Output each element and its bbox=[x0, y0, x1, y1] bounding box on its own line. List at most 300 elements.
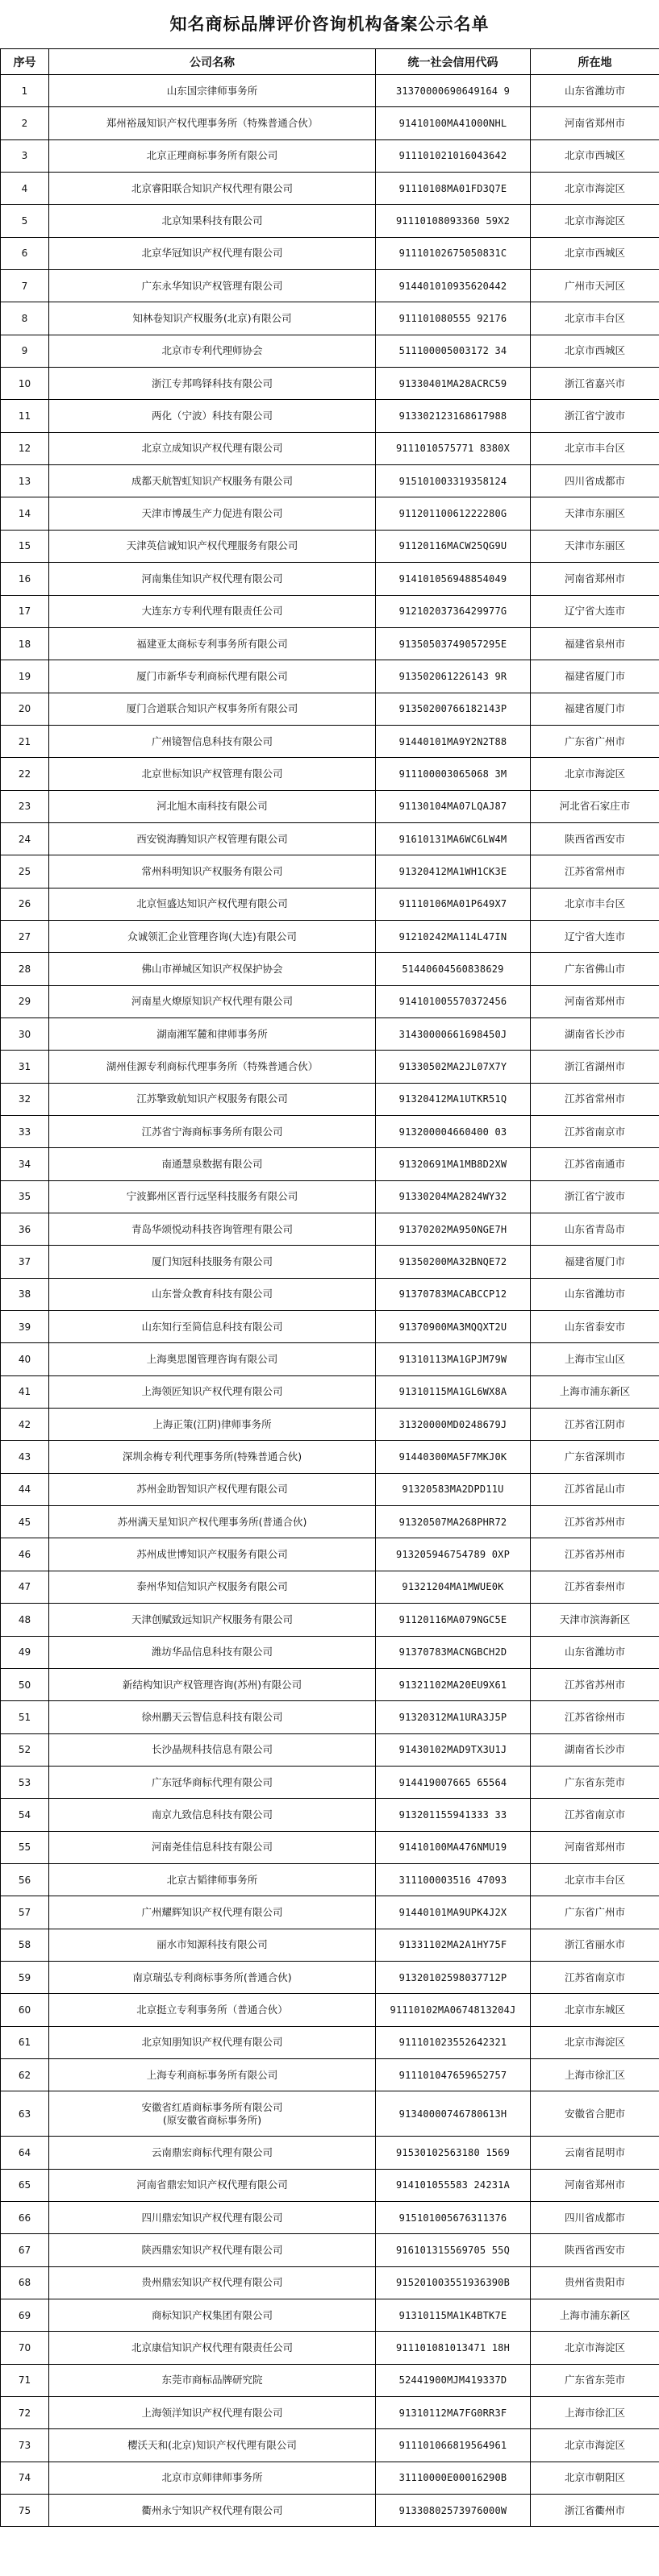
credit-code: 91330401MA28ACRC59 bbox=[376, 368, 531, 400]
location: 山东省潍坊市 bbox=[531, 75, 659, 107]
location: 北京市海淀区 bbox=[531, 758, 659, 790]
row-number: 48 bbox=[1, 1604, 49, 1636]
row-number: 27 bbox=[1, 920, 49, 952]
location: 福建省泉州市 bbox=[531, 627, 659, 660]
table-row bbox=[1, 985, 659, 1017]
credit-code: 911101021016043642 bbox=[376, 139, 531, 172]
location: 北京市海淀区 bbox=[531, 205, 659, 237]
row-number: 49 bbox=[1, 1636, 49, 1668]
row-number: 36 bbox=[1, 1213, 49, 1246]
table-body bbox=[1, 75, 659, 2527]
location: 北京市丰台区 bbox=[531, 302, 659, 335]
table-row bbox=[1, 432, 659, 464]
row-number: 62 bbox=[1, 2058, 49, 2091]
location: 河北省石家庄市 bbox=[531, 790, 659, 822]
location: 山东省泰安市 bbox=[531, 1311, 659, 1343]
location: 广东省东莞市 bbox=[531, 1766, 659, 1798]
company-name: 徐州鹏天云智信息科技有限公司 bbox=[49, 1701, 376, 1733]
company-name: 山东国宗律师事务所 bbox=[49, 75, 376, 107]
row-number: 20 bbox=[1, 693, 49, 725]
table-row bbox=[1, 2397, 659, 2429]
credit-code: 91310115MA1K4BTK7E bbox=[376, 2299, 531, 2332]
table-row bbox=[1, 1116, 659, 1148]
location: 广东省东莞市 bbox=[531, 2364, 659, 2396]
credit-code: 91320102598037712P bbox=[376, 1961, 531, 1993]
row-number: 33 bbox=[1, 1116, 49, 1148]
credit-code: 91310113MA1GPJM79W bbox=[376, 1343, 531, 1375]
credit-code: 52441900MJM419337D bbox=[376, 2364, 531, 2396]
location: 天津市东丽区 bbox=[531, 530, 659, 562]
company-name: 北京正理商标事务所有限公司 bbox=[49, 139, 376, 172]
row-number: 28 bbox=[1, 953, 49, 985]
location: 江苏省苏州市 bbox=[531, 1506, 659, 1538]
company-name: 宁波鄞州区晋行远坚科技服务有限公司 bbox=[49, 1180, 376, 1213]
credit-code: 91331102MA2A1HY75F bbox=[376, 1929, 531, 1961]
company-name: 河南省鼎宏知识产权代理有限公司 bbox=[49, 2169, 376, 2201]
row-number: 60 bbox=[1, 1994, 49, 2026]
row-number: 34 bbox=[1, 1148, 49, 1180]
location: 河南省郑州市 bbox=[531, 985, 659, 1017]
table-row bbox=[1, 335, 659, 367]
table-row bbox=[1, 400, 659, 432]
location: 江苏省常州市 bbox=[531, 1083, 659, 1115]
company-name: 郑州裕晟知识产权代理事务所（特殊普通合伙） bbox=[49, 107, 376, 139]
company-name: 厦门市新华专利商标代理有限公司 bbox=[49, 660, 376, 693]
table-row bbox=[1, 1506, 659, 1538]
table-row bbox=[1, 888, 659, 920]
credit-code: 911100003065068 3M bbox=[376, 758, 531, 790]
row-number: 54 bbox=[1, 1799, 49, 1831]
table-row bbox=[1, 822, 659, 855]
company-name: 西安锐海腾知识产权管理有限公司 bbox=[49, 822, 376, 855]
company-name: 潍坊华品信息科技有限公司 bbox=[49, 1636, 376, 1668]
location: 辽宁省大连市 bbox=[531, 595, 659, 627]
location: 浙江省宁波市 bbox=[531, 1180, 659, 1213]
credit-code: 915101005676311376 bbox=[376, 2202, 531, 2234]
company-name: 上海奥思图管理咨询有限公司 bbox=[49, 1343, 376, 1375]
row-number: 55 bbox=[1, 1831, 49, 1863]
location: 福建省厦门市 bbox=[531, 1246, 659, 1278]
table-row bbox=[1, 1180, 659, 1213]
location: 浙江省衢州市 bbox=[531, 2495, 659, 2527]
company-name: 众诚领汇企业管理咨询(大连)有限公司 bbox=[49, 920, 376, 952]
row-number: 30 bbox=[1, 1017, 49, 1050]
table-row bbox=[1, 2462, 659, 2494]
company-name: 东莞市商标品牌研究院 bbox=[49, 2364, 376, 2396]
credit-code: 91320583MA2DPD11U bbox=[376, 1473, 531, 1505]
credit-code: 916101315569705 55Q bbox=[376, 2234, 531, 2266]
row-number: 56 bbox=[1, 1863, 49, 1896]
table-row bbox=[1, 1017, 659, 1050]
table-row bbox=[1, 1311, 659, 1343]
credit-code: 915101003319358124 bbox=[376, 465, 531, 497]
credit-code: 91330204MA2824WY32 bbox=[376, 1180, 531, 1213]
row-number: 3 bbox=[1, 139, 49, 172]
credit-code: 91410100MA41000NHL bbox=[376, 107, 531, 139]
row-number: 74 bbox=[1, 2462, 49, 2494]
row-number: 39 bbox=[1, 1311, 49, 1343]
row-number: 40 bbox=[1, 1343, 49, 1375]
credit-code: 914101055583 24231A bbox=[376, 2169, 531, 2201]
credit-code: 91330802573976000W bbox=[376, 2495, 531, 2527]
table-row bbox=[1, 1929, 659, 1961]
table-row bbox=[1, 2137, 659, 2169]
company-name: 两化（宁波）科技有限公司 bbox=[49, 400, 376, 432]
table-row bbox=[1, 1636, 659, 1668]
credit-code: 91320412MA1WH1CK3E bbox=[376, 855, 531, 888]
credit-code: 511100005003172 34 bbox=[376, 335, 531, 367]
row-number: 46 bbox=[1, 1538, 49, 1571]
row-number: 68 bbox=[1, 2266, 49, 2299]
table-row bbox=[1, 1961, 659, 1993]
row-number: 42 bbox=[1, 1409, 49, 1441]
table-row bbox=[1, 2495, 659, 2527]
table-row bbox=[1, 2364, 659, 2396]
company-name: 河南尧佳信息科技有限公司 bbox=[49, 1831, 376, 1863]
row-number: 53 bbox=[1, 1766, 49, 1798]
credit-code: 913200004660400 03 bbox=[376, 1116, 531, 1148]
company-name: 河南星火燎原知识产权代理有限公司 bbox=[49, 985, 376, 1017]
credit-code: 91350200766182143P bbox=[376, 693, 531, 725]
table-row bbox=[1, 1148, 659, 1180]
company-name: 北京市京师律师事务所 bbox=[49, 2462, 376, 2494]
location: 河南省郑州市 bbox=[531, 107, 659, 139]
company-name: 上海正策(江阴)律师事务所 bbox=[49, 1409, 376, 1441]
credit-code: 91110102675050831C bbox=[376, 237, 531, 269]
row-number: 8 bbox=[1, 302, 49, 335]
location: 云南省昆明市 bbox=[531, 2137, 659, 2169]
location: 江苏省南京市 bbox=[531, 1961, 659, 1993]
table-row bbox=[1, 1863, 659, 1896]
credit-code: 913302123168617988 bbox=[376, 400, 531, 432]
company-name: 新结构知识产权管理咨询(苏州)有限公司 bbox=[49, 1668, 376, 1700]
company-name: 丽水市知源科技有限公司 bbox=[49, 1929, 376, 1961]
row-number: 41 bbox=[1, 1375, 49, 1408]
row-number: 26 bbox=[1, 888, 49, 920]
table-row bbox=[1, 627, 659, 660]
location: 北京市西城区 bbox=[531, 139, 659, 172]
location: 天津市东丽区 bbox=[531, 497, 659, 530]
location: 浙江省湖州市 bbox=[531, 1051, 659, 1083]
credit-code: 914101056948854049 bbox=[376, 563, 531, 595]
location: 北京市海淀区 bbox=[531, 173, 659, 205]
location: 广东省广州市 bbox=[531, 725, 659, 757]
table-row bbox=[1, 1994, 659, 2026]
company-name: 长沙晶规科技信息有限公司 bbox=[49, 1733, 376, 1766]
table-row bbox=[1, 302, 659, 335]
table-row bbox=[1, 2169, 659, 2201]
location: 陕西省西安市 bbox=[531, 2234, 659, 2266]
registry-table bbox=[0, 48, 659, 2527]
row-number: 63 bbox=[1, 2091, 49, 2137]
table-row bbox=[1, 1246, 659, 1278]
location: 江苏省南京市 bbox=[531, 1799, 659, 1831]
row-number: 45 bbox=[1, 1506, 49, 1538]
table-row bbox=[1, 1473, 659, 1505]
location: 安徽省合肥市 bbox=[531, 2091, 659, 2137]
row-number: 43 bbox=[1, 1441, 49, 1473]
credit-code: 914401010935620442 bbox=[376, 270, 531, 302]
company-name: 广州耀辉知识产权代理有限公司 bbox=[49, 1896, 376, 1929]
company-name: 南通慧泉数据有限公司 bbox=[49, 1148, 376, 1180]
table-row bbox=[1, 107, 659, 139]
credit-code: 91110106MA01P649X7 bbox=[376, 888, 531, 920]
company-name: 厦门合道联合知识产权事务所有限公司 bbox=[49, 693, 376, 725]
credit-code: 911101023552642321 bbox=[376, 2026, 531, 2058]
company-name: 福建亚太商标专利事务所有限公司 bbox=[49, 627, 376, 660]
location: 广东省深圳市 bbox=[531, 1441, 659, 1473]
row-number: 44 bbox=[1, 1473, 49, 1505]
row-number: 51 bbox=[1, 1701, 49, 1733]
table-header-row bbox=[1, 49, 659, 75]
credit-code: 91210203736429977G bbox=[376, 595, 531, 627]
credit-code: 91120116MA079NGC5E bbox=[376, 1604, 531, 1636]
row-number: 47 bbox=[1, 1571, 49, 1603]
row-number: 29 bbox=[1, 985, 49, 1017]
table-row bbox=[1, 2091, 659, 2137]
company-name: 上海领匠知识产权代理有限公司 bbox=[49, 1375, 376, 1408]
location: 河南省郑州市 bbox=[531, 2169, 659, 2201]
location: 湖南省长沙市 bbox=[531, 1733, 659, 1766]
location: 江苏省昆山市 bbox=[531, 1473, 659, 1505]
company-name: 上海领洋知识产权代理有限公司 bbox=[49, 2397, 376, 2429]
company-name: 江苏省宁海商标事务所有限公司 bbox=[49, 1116, 376, 1148]
company-name: 厦门知冠科技服务有限公司 bbox=[49, 1246, 376, 1278]
credit-code: 911101047659652757 bbox=[376, 2058, 531, 2091]
location: 上海市浦东新区 bbox=[531, 2299, 659, 2332]
row-number: 6 bbox=[1, 237, 49, 269]
location: 北京市西城区 bbox=[531, 335, 659, 367]
location: 上海市宝山区 bbox=[531, 1343, 659, 1375]
table-row bbox=[1, 2266, 659, 2299]
credit-code: 91320507MA268PHR72 bbox=[376, 1506, 531, 1538]
credit-code: 913502061226143 9R bbox=[376, 660, 531, 693]
table-row bbox=[1, 75, 659, 107]
location: 湖南省长沙市 bbox=[531, 1017, 659, 1050]
table-row bbox=[1, 1766, 659, 1798]
company-name: 北京世标知识产权管理有限公司 bbox=[49, 758, 376, 790]
company-name: 衢州永宁知识产权代理有限公司 bbox=[49, 2495, 376, 2527]
row-number: 71 bbox=[1, 2364, 49, 2396]
credit-code: 91110108093360 59X2 bbox=[376, 205, 531, 237]
credit-code: 91110108MA01FD3Q7E bbox=[376, 173, 531, 205]
company-name: 商标知识产权集团有限公司 bbox=[49, 2299, 376, 2332]
header-location: 所在地 bbox=[531, 49, 659, 75]
row-number: 59 bbox=[1, 1961, 49, 1993]
table-row bbox=[1, 2058, 659, 2091]
company-name: 北京康信知识产权代理有限责任公司 bbox=[49, 2332, 376, 2364]
company-name: 樱沃天和(北京)知识产权代理有限公司 bbox=[49, 2429, 376, 2462]
table-row bbox=[1, 2299, 659, 2332]
credit-code: 91210242MA114L47IN bbox=[376, 920, 531, 952]
company-name: 河南集佳知识产权代理有限公司 bbox=[49, 563, 376, 595]
company-name: 苏州成世博知识产权服务有限公司 bbox=[49, 1538, 376, 1571]
company-name: 湖州佳源专利商标代理事务所（特殊普通合伙） bbox=[49, 1051, 376, 1083]
company-name: 常州科明知识产权服务有限公司 bbox=[49, 855, 376, 888]
credit-code: 91120110061222280G bbox=[376, 497, 531, 530]
table-row bbox=[1, 1441, 659, 1473]
location: 浙江省宁波市 bbox=[531, 400, 659, 432]
table-row bbox=[1, 368, 659, 400]
company-name: 山东知行至简信息科技有限公司 bbox=[49, 1311, 376, 1343]
location: 上海市浦东新区 bbox=[531, 1375, 659, 1408]
location: 上海市徐汇区 bbox=[531, 2058, 659, 2091]
location: 北京市海淀区 bbox=[531, 2332, 659, 2364]
row-number: 23 bbox=[1, 790, 49, 822]
credit-code: 31320000MD0248679J bbox=[376, 1409, 531, 1441]
location: 四川省成都市 bbox=[531, 465, 659, 497]
location: 广东省佛山市 bbox=[531, 953, 659, 985]
company-name: 北京市专利代理师协会 bbox=[49, 335, 376, 367]
credit-code: 915201003551936390B bbox=[376, 2266, 531, 2299]
table-row bbox=[1, 1733, 659, 1766]
location: 天津市滨海新区 bbox=[531, 1604, 659, 1636]
table-row bbox=[1, 2202, 659, 2234]
row-number: 15 bbox=[1, 530, 49, 562]
table-row bbox=[1, 530, 659, 562]
row-number: 9 bbox=[1, 335, 49, 367]
table-row bbox=[1, 2026, 659, 2058]
page-title: 知名商标品牌评价咨询机构备案公示名单 bbox=[169, 14, 490, 34]
company-name: 广东永华知识产权管理有限公司 bbox=[49, 270, 376, 302]
company-name: 安徽省红盾商标事务所有限公司 (原安徽省商标事务所) bbox=[49, 2091, 376, 2137]
credit-code: 91530102563180 1569 bbox=[376, 2137, 531, 2169]
row-number: 31 bbox=[1, 1051, 49, 1083]
table-row bbox=[1, 270, 659, 302]
company-name: 北京恒盛达知识产权代理有限公司 bbox=[49, 888, 376, 920]
row-number: 70 bbox=[1, 2332, 49, 2364]
table-row bbox=[1, 139, 659, 172]
table-row bbox=[1, 1668, 659, 1700]
location: 北京市丰台区 bbox=[531, 432, 659, 464]
row-number: 75 bbox=[1, 2495, 49, 2527]
credit-code: 911101066819564961 bbox=[376, 2429, 531, 2462]
credit-code: 91310115MA1GL6WX8A bbox=[376, 1375, 531, 1408]
credit-code: 91320691MA1MB8D2XW bbox=[376, 1148, 531, 1180]
location: 山东省青岛市 bbox=[531, 1213, 659, 1246]
company-name: 北京知果科技有限公司 bbox=[49, 205, 376, 237]
row-number: 69 bbox=[1, 2299, 49, 2332]
company-name: 南京瑞弘专利商标事务所(普通合伙) bbox=[49, 1961, 376, 1993]
table-row bbox=[1, 1831, 659, 1863]
credit-code: 91110102MA0674813204J bbox=[376, 1994, 531, 2026]
company-name: 陕西鼎宏知识产权代理有限公司 bbox=[49, 2234, 376, 2266]
company-name: 苏州金助智知识产权代理有限公司 bbox=[49, 1473, 376, 1505]
location: 北京市丰台区 bbox=[531, 1863, 659, 1896]
table-row bbox=[1, 497, 659, 530]
table-row bbox=[1, 1538, 659, 1571]
table-row bbox=[1, 1701, 659, 1733]
table-row bbox=[1, 1278, 659, 1310]
row-number: 18 bbox=[1, 627, 49, 660]
credit-code: 91610131MA6WC6LW4M bbox=[376, 822, 531, 855]
row-number: 13 bbox=[1, 465, 49, 497]
location: 江苏省江阴市 bbox=[531, 1409, 659, 1441]
table-row bbox=[1, 173, 659, 205]
header-credit-code: 统一社会信用代码 bbox=[376, 49, 531, 75]
company-name: 北京挺立专利事务所（普通合伙） bbox=[49, 1994, 376, 2026]
table-row bbox=[1, 790, 659, 822]
row-number: 58 bbox=[1, 1929, 49, 1961]
row-number: 72 bbox=[1, 2397, 49, 2429]
location: 四川省成都市 bbox=[531, 2202, 659, 2234]
row-number: 4 bbox=[1, 173, 49, 205]
credit-code: 91350200MA32BNQE72 bbox=[376, 1246, 531, 1278]
credit-code: 91370900MA3MQQXT2U bbox=[376, 1311, 531, 1343]
company-name: 河北旭木南科技有限公司 bbox=[49, 790, 376, 822]
table-row bbox=[1, 953, 659, 985]
location: 江苏省常州市 bbox=[531, 855, 659, 888]
row-number: 22 bbox=[1, 758, 49, 790]
company-name: 山东誉众教育科技有限公司 bbox=[49, 1278, 376, 1310]
company-name: 天津市博晟生产力促进有限公司 bbox=[49, 497, 376, 530]
row-number: 1 bbox=[1, 75, 49, 107]
location: 浙江省嘉兴市 bbox=[531, 368, 659, 400]
location: 福建省厦门市 bbox=[531, 693, 659, 725]
credit-code: 91320412MA1UTKR51Q bbox=[376, 1083, 531, 1115]
location: 上海市徐汇区 bbox=[531, 2397, 659, 2429]
credit-code: 91440300MA5F7MKJ0K bbox=[376, 1441, 531, 1473]
table-row bbox=[1, 1343, 659, 1375]
credit-code: 91440101MA9UPK4J2X bbox=[376, 1896, 531, 1929]
row-number: 66 bbox=[1, 2202, 49, 2234]
row-number: 19 bbox=[1, 660, 49, 693]
row-number: 12 bbox=[1, 432, 49, 464]
row-number: 21 bbox=[1, 725, 49, 757]
table-row bbox=[1, 1375, 659, 1408]
credit-code: 91321102MA20EU9X61 bbox=[376, 1668, 531, 1700]
location: 山东省潍坊市 bbox=[531, 1636, 659, 1668]
table-row bbox=[1, 563, 659, 595]
row-number: 35 bbox=[1, 1180, 49, 1213]
row-number: 7 bbox=[1, 270, 49, 302]
table-row bbox=[1, 1083, 659, 1115]
credit-code: 31110000E00016290B bbox=[376, 2462, 531, 2494]
table-row bbox=[1, 1571, 659, 1603]
credit-code: 51440604560838629 bbox=[376, 953, 531, 985]
location: 贵州省贵阳市 bbox=[531, 2266, 659, 2299]
table-row bbox=[1, 1409, 659, 1441]
row-number: 2 bbox=[1, 107, 49, 139]
credit-code: 91370783MACNGBCH2D bbox=[376, 1636, 531, 1668]
row-number: 37 bbox=[1, 1246, 49, 1278]
company-name: 广东冠华商标代理有限公司 bbox=[49, 1766, 376, 1798]
credit-code: 911101081013471 18H bbox=[376, 2332, 531, 2364]
location: 北京市海淀区 bbox=[531, 2429, 659, 2462]
location: 河南省郑州市 bbox=[531, 1831, 659, 1863]
table-row bbox=[1, 1213, 659, 1246]
location: 北京市西城区 bbox=[531, 237, 659, 269]
company-name: 上海专利商标事务所有限公司 bbox=[49, 2058, 376, 2091]
table-row bbox=[1, 1051, 659, 1083]
row-number: 5 bbox=[1, 205, 49, 237]
location: 浙江省丽水市 bbox=[531, 1929, 659, 1961]
company-name: 南京九致信息科技有限公司 bbox=[49, 1799, 376, 1831]
table-row bbox=[1, 920, 659, 952]
company-name: 成都天航智虹知识产权服务有限公司 bbox=[49, 465, 376, 497]
row-number: 57 bbox=[1, 1896, 49, 1929]
row-number: 52 bbox=[1, 1733, 49, 1766]
company-name: 北京立成知识产权代理有限公司 bbox=[49, 432, 376, 464]
table-row bbox=[1, 1896, 659, 1929]
table-row bbox=[1, 595, 659, 627]
row-number: 24 bbox=[1, 822, 49, 855]
company-name: 四川鼎宏知识产权代理有限公司 bbox=[49, 2202, 376, 2234]
location: 辽宁省大连市 bbox=[531, 920, 659, 952]
credit-code: 914419007665 65564 bbox=[376, 1766, 531, 1798]
row-number: 11 bbox=[1, 400, 49, 432]
credit-code: 914101005570372456 bbox=[376, 985, 531, 1017]
